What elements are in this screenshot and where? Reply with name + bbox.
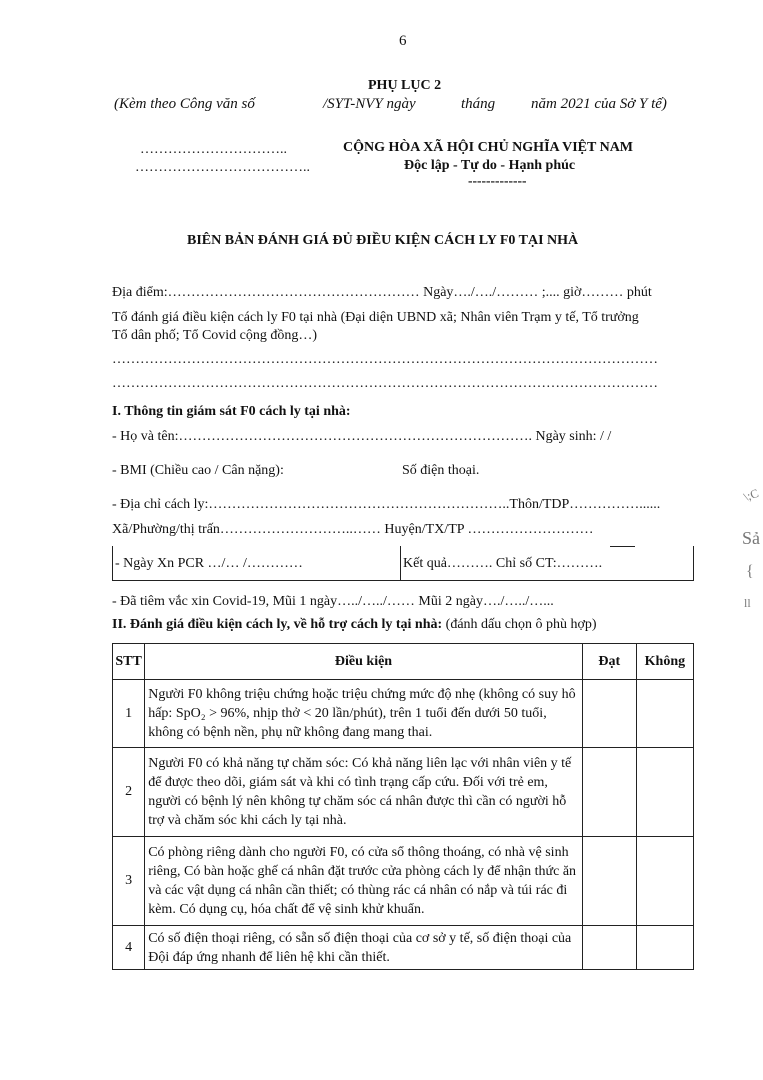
appendix-title: PHỤ LỤC 2 [368,78,442,93]
row-condition: Người F0 không triệu chứng hoặc triệu chứng mức độ nhẹ (không có suy hô hấp: SpO₂ > 96%, nhịp thở < 20 lần/phút), trên 1 tuổi đến dưới 50 tuổi, không có bệnh nền, phụ nữ không đang mang thai. [145,680,583,748]
phone-line: Số điện thoại. [402,463,480,478]
fail-checkbox-cell[interactable] [636,748,693,837]
pcr-date: - Ngày Xn PCR …/… /………… [115,556,303,571]
margin-mark: { [746,563,754,580]
motto-rule: ------------- [468,173,527,188]
bmi-line: - BMI (Chiều cao / Cân nặng): [112,463,284,478]
location-line: Địa điểm:……………………………………………… Ngày…./…./……… ;.... giờ……… phút [112,285,652,300]
agency-line-2: ……………………………….. [135,160,310,175]
country-name: CỘNG HÒA XÃ HỘI CHỦ NGHĨA VIỆT NAM [343,140,634,155]
section2-heading: II. Đánh giá điều kiện cách ly, về hỗ trợ cách ly tại nhà: [112,617,443,632]
appendix-ref-month: tháng [461,96,496,112]
row-stt: 2 [113,748,145,837]
appendix-ref-left: (Kèm theo Công văn số [114,96,255,112]
margin-bleed-marks [738,478,763,618]
table-row [113,926,694,970]
national-motto: Độc lập - Tự do - Hạnh phúc [404,158,576,173]
table-row [113,680,694,748]
section2-note: (đánh dấu chọn ô phù hợp) [445,617,597,632]
header-stt: STT [113,644,145,680]
appendix-ref-mid: /SYT-NVY ngày [323,96,416,112]
address-line: - Địa chỉ cách ly:………………………………………………………..Thôn/TDP……………...... [112,497,661,512]
header-fail: Không [636,644,693,680]
section1-heading: I. Thông tin giám sát F0 cách ly tại nhà: [112,404,351,419]
agency-line-1: ………………………….. [140,142,287,157]
margin-mark: \;C [741,485,761,505]
row-condition: Có phòng riêng dành cho người F0, có cửa sổ thông thoáng, có nhà vệ sinh riêng, Có bàn hoặc ghế cá nhân đặt trước cửa phòng cách ly để nhận thức ăn và các vật dụng cá nhân cần thiết; có thùng rác cá nhân có nắp và túi rác đi kèm. Có dụng cụ, hóa chất để vệ sinh khử khuẩn. [145,837,583,926]
row-stt: 1 [113,680,145,748]
team-dots-2: ……………………………………………………………………………………………………… [112,376,658,391]
row-condition: Người F0 có khả năng tự chăm sóc: Có khả năng liên lạc với nhân viên y tế để được theo dõi, giám sát và khi có tình trạng cấp cứu. Đối với trẻ em, người có bệnh lý nên không tự chăm sóc cá nhân được thì cần có người hỗ trợ và chăm sóc khi cách ly tại nhà. [145,748,583,837]
appendix-ref-end: năm 2021 của Sở Y tế) [531,96,667,112]
pcr-result: Kết quả………. Chỉ số CT:………. [403,556,603,571]
criteria-table [112,643,694,970]
pcr-divider [400,546,401,580]
document-title: BIÊN BẢN ĐÁNH GIÁ ĐỦ ĐIỀU KIỆN CÁCH LY F0 TẠI NHÀ [187,233,579,248]
team-dots-1: ……………………………………………………………………………………………………… [112,352,658,367]
team-line-2: Tổ dân phố; Tổ Covid cộng đồng…) [112,328,318,343]
pass-checkbox-cell[interactable] [582,748,636,837]
pass-checkbox-cell[interactable] [582,926,636,970]
pcr-top-mark [610,546,635,547]
table-row [113,748,694,837]
pass-checkbox-cell[interactable] [582,680,636,748]
vaccine-line: - Đã tiêm vắc xin Covid-19, Mũi 1 ngày…../…../…… Mũi 2 ngày…./…../…... [112,594,554,609]
section2-heading-wrap [112,617,597,633]
ward-line: Xã/Phường/thị trấn………………………..…… Huyện/TX/TP ……………………… [112,522,594,537]
header-pass: Đạt [582,644,636,680]
pass-checkbox-cell[interactable] [582,837,636,926]
table-row [113,837,694,926]
table-header-row [113,644,694,680]
row-stt: 4 [113,926,145,970]
margin-mark: Sả [742,528,760,548]
team-line-1: Tổ đánh giá điều kiện cách ly F0 tại nhà (Đại diện UBND xã; Nhân viên Trạm y tế, Tổ trưởng [112,310,639,325]
fail-checkbox-cell[interactable] [636,837,693,926]
row-stt: 3 [113,837,145,926]
page-number: 6 [399,33,407,49]
fail-checkbox-cell[interactable] [636,680,693,748]
row-condition: Có số điện thoại riêng, có sẵn số điện thoại của cơ sở y tế, số điện thoại của Đội đáp ứng nhanh để liên hệ khi cần thiết. [145,926,583,970]
fail-checkbox-cell[interactable] [636,926,693,970]
margin-mark: ll [744,596,751,610]
name-line: - Họ và tên:…………………………………………………………………. Ngày sinh: / / [112,429,612,444]
header-condition: Điều kiện [145,644,583,680]
